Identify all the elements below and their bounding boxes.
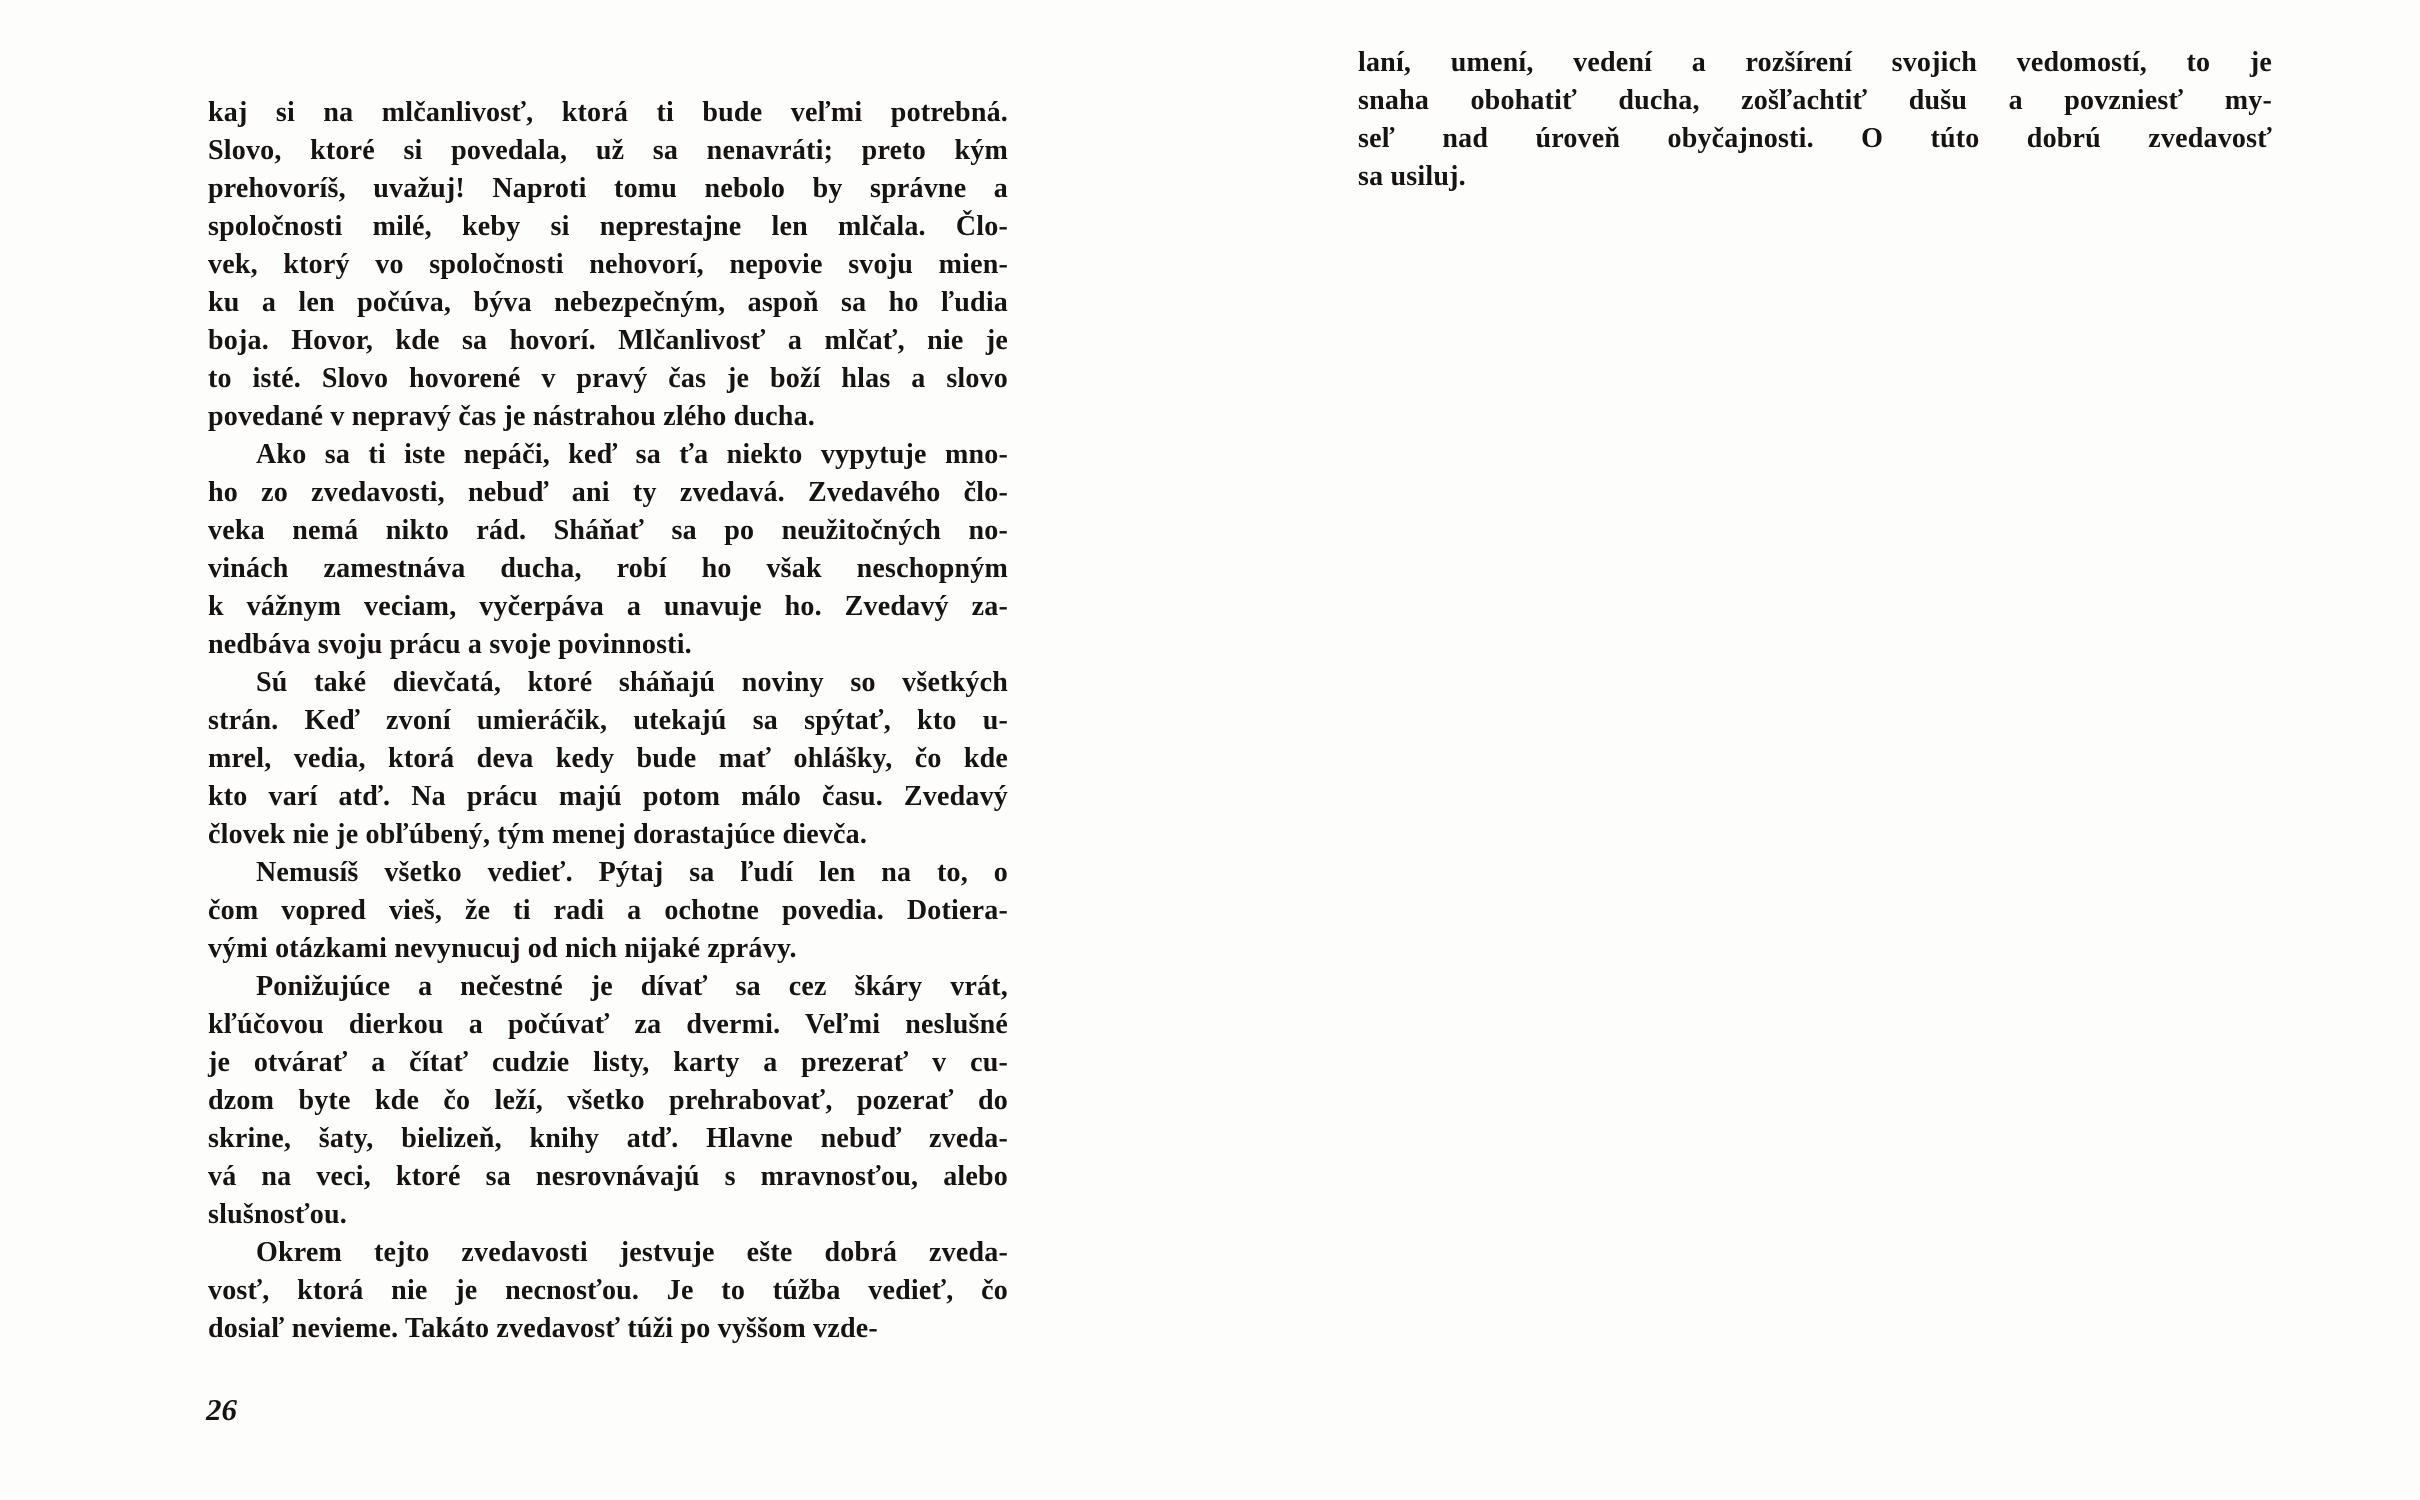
text-line: kaj si na mlčanlivosť, ktorá ti bude veľmi potrebná. — [208, 97, 1008, 128]
text-line: Nemusíš všetko vedieť. Pýtaj sa ľudí len na to, o — [256, 857, 1008, 888]
paragraph — [208, 436, 1008, 664]
paragraph — [208, 854, 1008, 968]
text-line: sa usiluj. — [1358, 161, 1466, 192]
text-line: boja. Hovor, kde sa hovorí. Mlčanlivosť a mlčať, nie je — [208, 325, 1008, 356]
right-page-text — [1358, 44, 2272, 196]
paragraph — [1358, 44, 2272, 196]
text-line: slušnosťou. — [208, 1199, 347, 1230]
text-line: seľ nad úroveň obyčajnosti. O túto dobrú zvedavosť — [1358, 123, 2272, 154]
text-line: Okrem tejto zvedavosti jestvuje ešte dobrá zveda- — [256, 1237, 1008, 1268]
text-line: ku a len počúva, býva nebezpečným, aspoň sa ho ľudia — [208, 287, 1008, 318]
text-line: dosiaľ nevieme. Takáto zvedavosť túži po vyššom vzde- — [208, 1313, 878, 1344]
paragraph — [208, 1234, 1008, 1348]
text-line: spoločnosti milé, keby si neprestajne len mlčala. Člo- — [208, 211, 1008, 242]
text-line: je otvárať a čítať cudzie listy, karty a prezerať v cu- — [208, 1047, 1008, 1078]
text-line: k vážnym veciam, vyčerpáva a unavuje ho. Zvedavý za- — [208, 591, 1008, 622]
text-line: vek, ktorý vo spoločnosti nehovorí, nepovie svoju mien- — [208, 249, 1008, 280]
text-line: nedbáva svoju prácu a svoje povinnosti. — [208, 629, 692, 660]
text-line: kľúčovou dierkou a počúvať za dvermi. Veľmi neslušné — [208, 1009, 1008, 1040]
text-line: skrine, šaty, bielizeň, knihy atď. Hlavne nebuď zveda- — [208, 1123, 1008, 1154]
text-line: ho zo zvedavosti, nebuď ani ty zvedavá. Zvedavého člo- — [208, 477, 1008, 508]
text-line: kto varí atď. Na prácu majú potom málo času. Zvedavý — [208, 781, 1008, 812]
text-line: snaha obohatiť ducha, zošľachtiť dušu a povzniesť my- — [1358, 85, 2272, 116]
text-line: povedané v nepravý čas je nástrahou zlého ducha. — [208, 401, 815, 432]
paragraph — [208, 664, 1008, 854]
page-number: 26 — [206, 1392, 237, 1427]
text-line: dzom byte kde čo leží, všetko prehrabovať, pozerať do — [208, 1085, 1008, 1116]
paragraph — [208, 94, 1008, 436]
left-page-text — [208, 94, 1008, 1348]
text-line: strán. Keď zvoní umieráčik, utekajú sa spýtať, kto u- — [208, 705, 1008, 736]
text-line: Ponižujúce a nečestné je dívať sa cez škáry vrát, — [256, 971, 1008, 1002]
paragraph — [208, 968, 1008, 1234]
text-line: vinách zamestnáva ducha, robí ho však neschopným — [208, 553, 1008, 584]
text-line: prehovoríš, uvažuj! Naproti tomu nebolo by správne a — [208, 173, 1008, 204]
text-line: vosť, ktorá nie je necnosťou. Je to túžba vedieť, čo — [208, 1275, 1008, 1306]
text-line: Sú také dievčatá, ktoré sháňajú noviny so všetkých — [256, 667, 1008, 698]
text-line: vými otázkami nevynucuj od nich nijaké zprávy. — [208, 933, 797, 964]
text-line: laní, umení, vedení a rozšírení svojich vedomostí, to je — [1358, 47, 2272, 78]
text-line: Ako sa ti iste nepáči, keď sa ťa niekto vypytuje mno- — [256, 439, 1008, 470]
text-line: vá na veci, ktoré sa nesrovnávajú s mravnosťou, alebo — [208, 1161, 1008, 1192]
text-line: to isté. Slovo hovorené v pravý čas je boží hlas a slovo — [208, 363, 1008, 394]
text-line: Slovo, ktoré si povedala, už sa nenavráti; preto kým — [208, 135, 1008, 166]
text-line: človek nie je obľúbený, tým menej dorastajúce dievča. — [208, 819, 868, 850]
text-line: veka nemá nikto rád. Sháňať sa po neužitočných no- — [208, 515, 1008, 546]
text-line: mrel, vedia, ktorá deva kedy bude mať ohlášky, čo kde — [208, 743, 1008, 774]
text-line: čom vopred vieš, že ti radi a ochotne povedia. Dotiera- — [208, 895, 1008, 926]
